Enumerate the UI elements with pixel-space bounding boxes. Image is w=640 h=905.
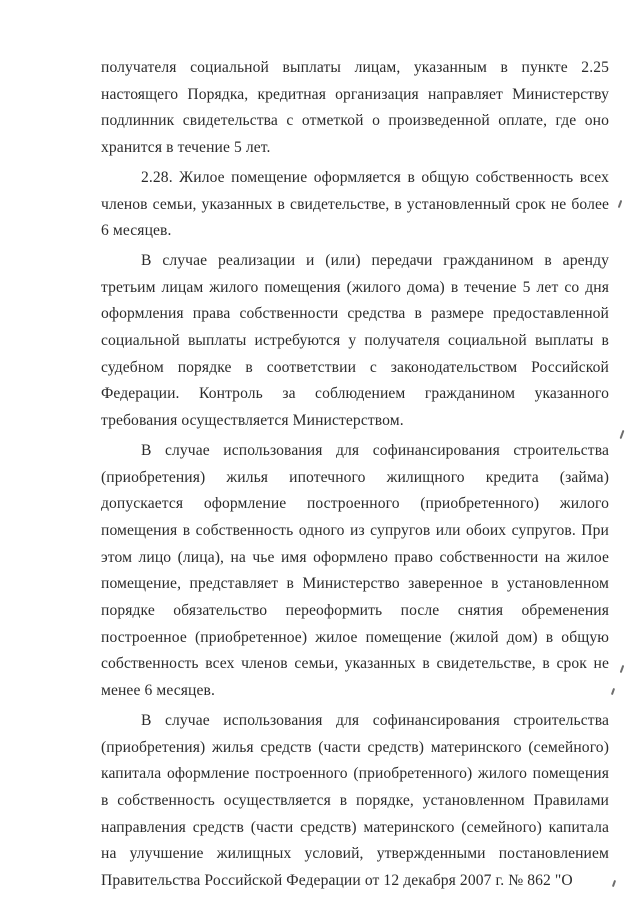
scan-mark (620, 430, 625, 439)
paragraph-mortgage-credit: В случае использования для софинансирования строительства (приобретения) жилья ипотечного жилищного кредита (займа) допускается оформление построенного (приобретенного) жилого помещения в собственность одного из супругов или обоих супругов. При этом лицо (лица), на чье имя оформлено право собственности на жилое помещение, представляет в Министерство заверенное в установленном порядке обязательство переоформить после снятия обременения построенное (приобретенное) жилое помещение (жилой дом) в общую собственность всех членов семьи, указанных в свидетельстве, в срок не менее 6 месяцев. (101, 441, 609, 700)
scan-mark (618, 200, 623, 208)
paragraph-continuation: получателя социальной выплаты лицам, указанным в пункте 2.25 настоящего Порядка, кредитная организация направляет Министерству подлинник свидетельства с отметкой о произведенной оплате, где оно хранится в течение 5 лет. (101, 59, 609, 157)
paragraph-sale-or-lease: В случае реализации и (или) передачи гражданином в аренду третьим лицам жилого помещения (жилого дома) в течение 5 лет со дня оформления права собственности средства в размере предоставленной социальной выплаты истребуются у получателя социальной выплаты в судебном порядке в соответствии с законодательством Российской Федерации. Контроль за соблюдением гражданином указанного требования осуществляется Министерством. (101, 251, 609, 430)
scan-mark (611, 688, 615, 695)
paragraph-2-28: 2.28. Жилое помещение оформляется в общую собственность всех членов семьи, указанных в свидетельстве, в установленный срок не более 6 месяцев. (101, 168, 609, 240)
document-body (101, 55, 609, 895)
scan-mark (612, 880, 616, 887)
paragraph-maternity-capital: В случае использования для софинансирования строительства (приобретения) жилья средств (части средств) материнского (семейного) капитала оформление построенного (приобретенного) жилого помещения в собственность осуществляется в порядке, установленном Правилами направления средств (части средств) материнского (семейного) капитала на улучшение жилищных условий, утвержденными постановлением Правительства Российской Федерации от 12 декабря 2007 г. № 862 "О (101, 711, 609, 890)
scan-mark (620, 665, 625, 673)
